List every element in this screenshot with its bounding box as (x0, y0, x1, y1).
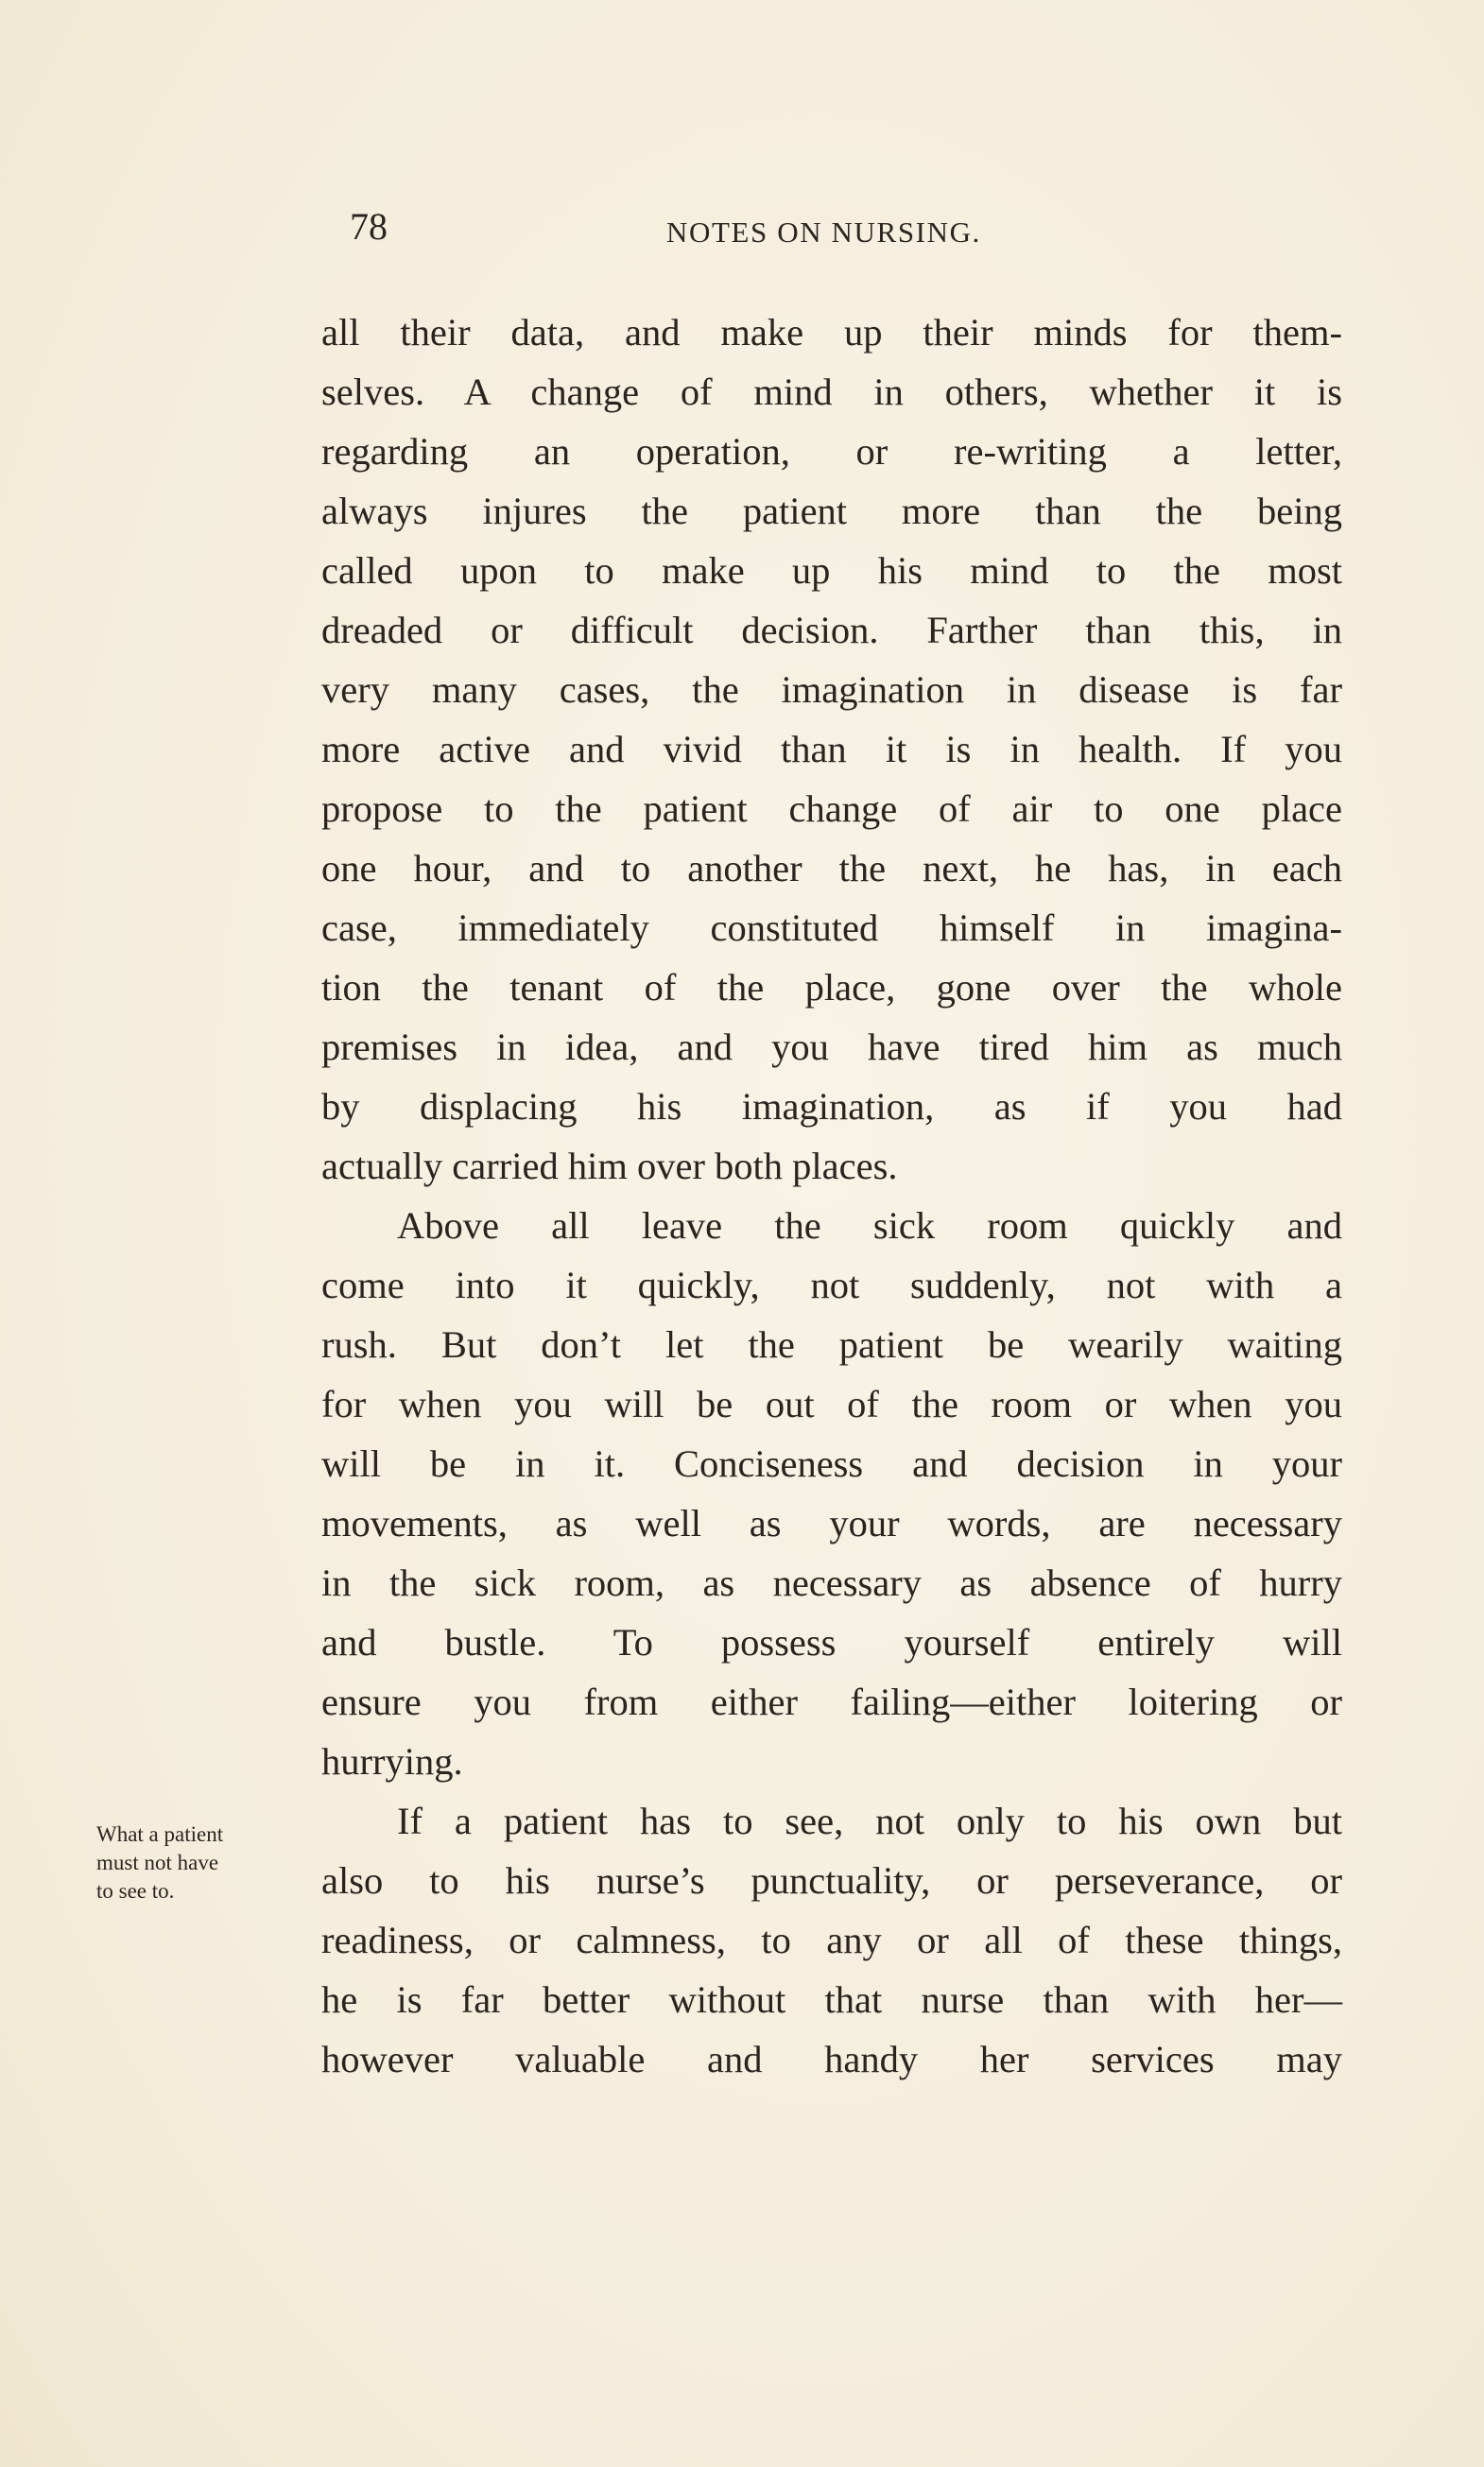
text-line: readiness, or calmness, to any or all of these things, (321, 1919, 1342, 1961)
text-line: and bustle. To possess yourself entirely will (321, 1621, 1342, 1664)
text-line: case, immediately constituted himself in imagina- (321, 906, 1342, 949)
text-line: always injures the patient more than the being (321, 490, 1342, 532)
text-line: very many cases, the imagination in disease is far (321, 668, 1342, 711)
text-line: also to his nurse’s punctuality, or perseverance, or (321, 1859, 1342, 1902)
text-line: dreaded or difficult decision. Farther than this, in (321, 609, 1342, 651)
text-line: regarding an operation, or re-writing a letter, (321, 430, 1342, 473)
text-line: for when you will be out of the room or when you (321, 1383, 1342, 1425)
page-header (350, 200, 1049, 257)
body-text (321, 302, 1342, 2089)
running-title: NOTES ON NURSING. (666, 216, 981, 249)
text-line: more active and vivid than it is in health. If you (321, 728, 1342, 770)
text-line: Above all leave the sick room quickly and (397, 1204, 1342, 1247)
text-line: propose to the patient change of air to one place (321, 787, 1342, 830)
text-line: called upon to make up his mind to the most (321, 549, 1342, 592)
text-line: ensure you from either failing—either loitering or (321, 1681, 1342, 1723)
text-line: all their data, and make up their minds for them- (321, 311, 1342, 354)
marginal-note-line: What a patient (96, 1822, 224, 1846)
text-line: hurrying. (321, 1740, 463, 1783)
text-line: however valuable and handy her services may (321, 2038, 1342, 2080)
marginal-note (96, 1820, 314, 1906)
text-line: he is far better without that nurse than with her— (321, 1978, 1342, 2021)
text-line: movements, as well as your words, are necessary (321, 1502, 1342, 1544)
text-line: rush. But don’t let the patient be wearily waiting (321, 1323, 1342, 1366)
text-line: in the sick room, as necessary as absence of hurry (321, 1561, 1342, 1604)
text-line: If a patient has to see, not only to his own but (397, 1800, 1342, 1842)
text-line: actually carried him over both places. (321, 1145, 898, 1187)
marginal-note-line: must not have (96, 1851, 219, 1874)
marginal-note-line: to see to. (96, 1879, 175, 1903)
text-line: will be in it. Conciseness and decision in your (321, 1442, 1342, 1485)
text-line: premises in idea, and you have tired him as much (321, 1026, 1342, 1068)
page-number: 78 (350, 205, 388, 248)
text-line: one hour, and to another the next, he has, in each (321, 847, 1342, 889)
text-line: by displacing his imagination, as if you had (321, 1085, 1342, 1128)
text-line: come into it quickly, not suddenly, not with a (321, 1264, 1342, 1306)
text-line: tion the tenant of the place, gone over the whole (321, 966, 1342, 1009)
text-line: selves. A change of mind in others, whether it is (321, 371, 1342, 413)
